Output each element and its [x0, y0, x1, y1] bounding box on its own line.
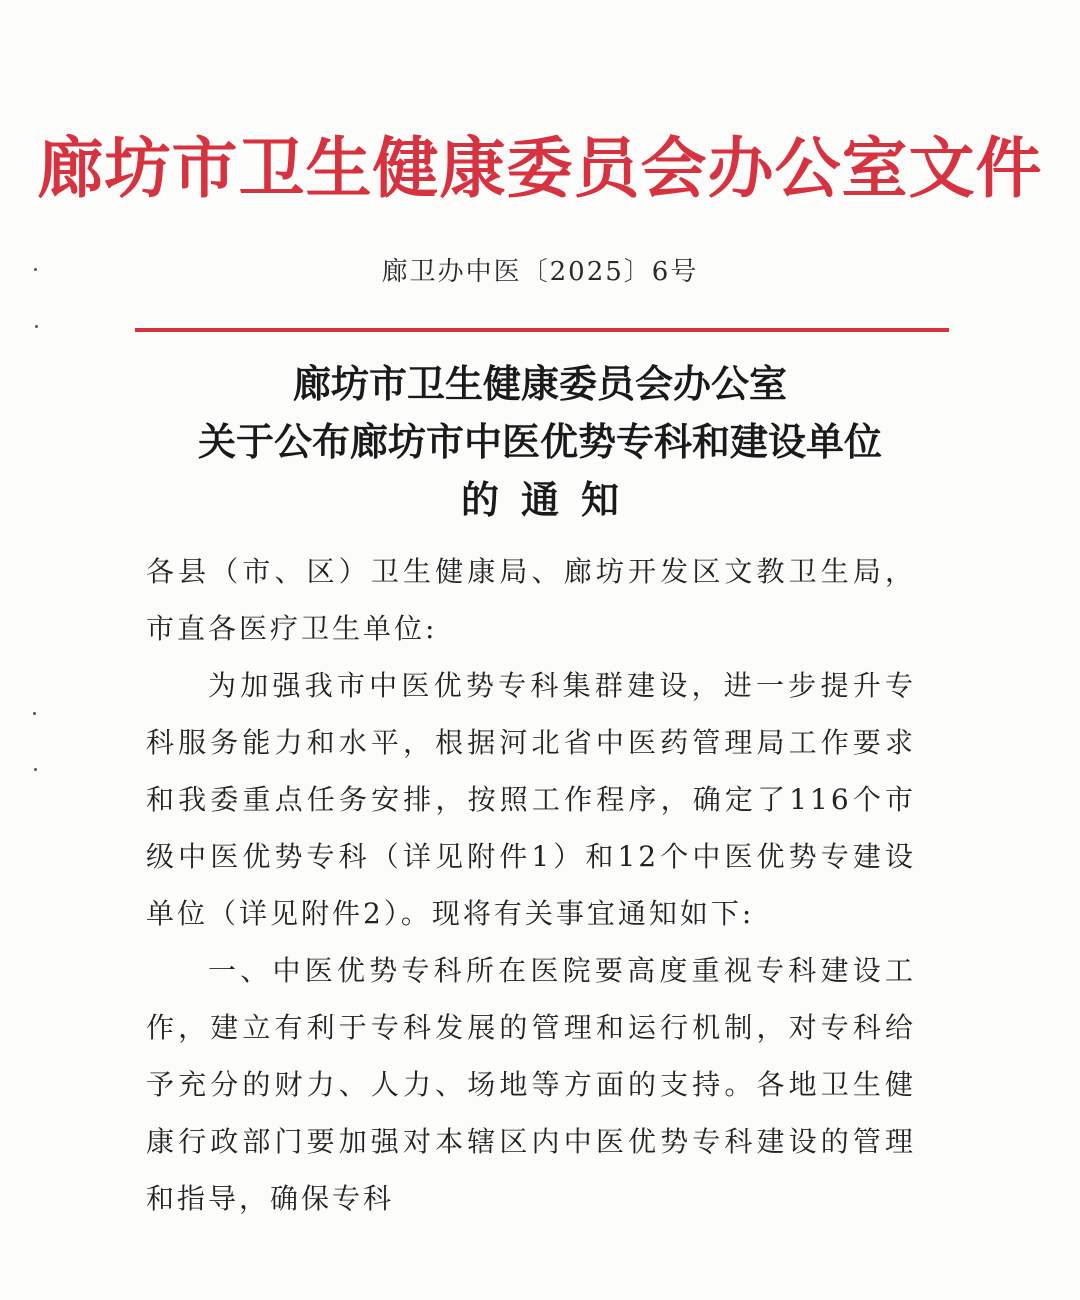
scan-margin-mark	[35, 325, 38, 328]
scan-margin-mark	[34, 768, 37, 771]
salutation: 各县（市、区）卫生健康局、廊坊开发区文教卫生局，市直各医疗卫生单位:	[146, 555, 916, 645]
title-line-3: 的通知	[460, 477, 641, 522]
paragraph-2: 一、中医优势专科所在医院要高度重视专科建设工作，建立有利于专科发展的管理和运行机制，对专科给予充分的财力、人力、场地等方面的支持。各地卫生健康行政部门要加强对本辖区内中医优势专科建设的管理和指导，确保专科	[146, 954, 916, 1215]
letterhead-title: 廊坊市卫生健康委员会办公室文件	[37, 129, 1043, 207]
scan-margin-mark	[34, 268, 37, 271]
paragraph-1: 为加强我市中医优势专科集群建设，进一步提升专科服务能力和水平，根据河北省中医药管理局工作要求和我委重点任务安排，按照工作程序，确定了116个市级中医优势专科（详见附件1）和12个中医优势专建设单位（详见附件2）。现将有关事宜通知如下:	[146, 669, 916, 930]
red-divider-line	[135, 328, 949, 332]
document-number: 廊卫办中医〔2025〕6号	[381, 257, 699, 287]
title-line-2: 关于公布廊坊市中医优势专科和建设单位	[197, 419, 882, 464]
notice-body	[146, 543, 916, 1227]
notice-title	[0, 355, 1080, 529]
title-line-1: 廊坊市卫生健康委员会办公室	[292, 361, 787, 406]
scan-margin-mark	[33, 712, 36, 715]
